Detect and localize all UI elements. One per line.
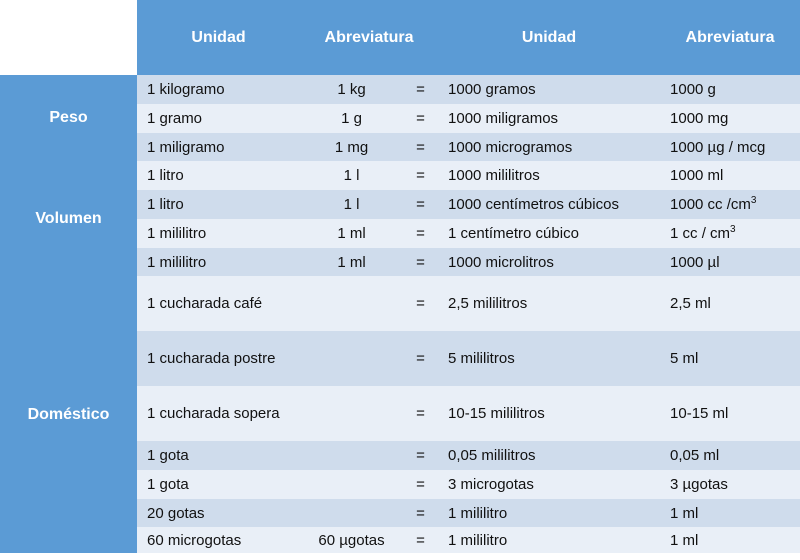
abbr-cell: 1 kg: [300, 75, 403, 104]
equiv-cell: 1000 microlitros: [438, 248, 660, 276]
equals-cell: =: [403, 190, 438, 219]
equiv-cell: 10-15 mililitros: [438, 386, 660, 441]
superscript-3: 3: [750, 195, 757, 206]
equiv-abbr-cell: [660, 219, 800, 248]
equals-cell: =: [403, 331, 438, 386]
unit-cell: 1 mililitro: [137, 219, 300, 248]
unit-cell: 1 cucharada café: [137, 276, 300, 331]
equals-cell: =: [403, 527, 438, 553]
table-row: [0, 161, 800, 190]
unit-cell: 1 cucharada postre: [137, 331, 300, 386]
abbr-cell: 1 ml: [300, 248, 403, 276]
abbr-cell: [300, 386, 403, 441]
table-row: [0, 276, 800, 331]
equiv-cell: 2,5 mililitros: [438, 276, 660, 331]
equals-cell: =: [403, 133, 438, 161]
table-row: [0, 75, 800, 104]
equiv-cell: 0,05 mililitros: [438, 441, 660, 470]
header-abreviatura-2: Abreviatura: [660, 0, 800, 75]
equals-cell: =: [403, 441, 438, 470]
abbr-cell: 1 g: [300, 104, 403, 133]
equiv-cell: 1 mililitro: [438, 499, 660, 527]
equiv-abbr-cell: 1000 µl: [660, 248, 800, 276]
equiv-cell: 1000 gramos: [438, 75, 660, 104]
unit-cell: 1 litro: [137, 161, 300, 190]
equiv-abbr-cell: 1 ml: [660, 499, 800, 527]
abbr-cell: [300, 499, 403, 527]
header-unidad-2: Unidad: [438, 0, 660, 75]
category-domestico: Doméstico: [0, 276, 137, 553]
superscript-3: 3: [730, 224, 736, 235]
equiv-abbr-cell: 1 ml: [660, 527, 800, 553]
abbr-cell: 60 µgotas: [300, 527, 403, 553]
equiv-abbr-cell: 1000 µg / mcg: [660, 133, 800, 161]
equals-cell: =: [403, 470, 438, 499]
abbr-cell: [300, 470, 403, 499]
equiv-abbr-cell: 10-15 ml: [660, 386, 800, 441]
unit-cell: 1 kilogramo: [137, 75, 300, 104]
unit-cell: 1 gramo: [137, 104, 300, 133]
equiv-abbr-cell: 3 µgotas: [660, 470, 800, 499]
header-corner: [0, 0, 137, 75]
abbr-cell: [300, 331, 403, 386]
equals-cell: =: [403, 161, 438, 190]
unit-cell: 1 miligramo: [137, 133, 300, 161]
equiv-abbr-text: 1000 cc /cm: [670, 196, 751, 213]
unit-cell: 1 cucharada sopera: [137, 386, 300, 441]
equiv-abbr-text: 1 cc / cm: [670, 225, 731, 242]
equals-cell: =: [403, 248, 438, 276]
category-peso: Peso: [0, 75, 137, 161]
equiv-abbr-cell: 1000 ml: [660, 161, 800, 190]
equiv-cell: 1000 mililitros: [438, 161, 660, 190]
unit-cell: 1 mililitro: [137, 248, 300, 276]
equiv-cell: 5 mililitros: [438, 331, 660, 386]
abbr-cell: 1 ml: [300, 219, 403, 248]
equals-cell: =: [403, 276, 438, 331]
unit-cell: 20 gotas: [137, 499, 300, 527]
equals-cell: =: [403, 219, 438, 248]
equiv-abbr-cell: 5 ml: [660, 331, 800, 386]
equals-cell: =: [403, 75, 438, 104]
abbr-cell: [300, 276, 403, 331]
equiv-cell: 1000 centímetros cúbicos: [438, 190, 660, 219]
abbr-cell: 1 l: [300, 190, 403, 219]
equals-cell: =: [403, 386, 438, 441]
header-row: [0, 0, 800, 75]
equals-cell: =: [403, 499, 438, 527]
equiv-cell: 1 centímetro cúbico: [438, 219, 660, 248]
equiv-abbr-cell: [660, 190, 800, 219]
equiv-cell: 1000 miligramos: [438, 104, 660, 133]
abbr-cell: 1 mg: [300, 133, 403, 161]
equiv-abbr-cell: 2,5 ml: [660, 276, 800, 331]
unit-cell: 1 litro: [137, 190, 300, 219]
header-abreviatura-1: Abreviatura: [300, 0, 438, 75]
equiv-abbr-cell: 1000 g: [660, 75, 800, 104]
category-volumen: Volumen: [0, 161, 137, 276]
unit-cell: 1 gota: [137, 441, 300, 470]
equals-cell: =: [403, 104, 438, 133]
equiv-cell: 3 microgotas: [438, 470, 660, 499]
equiv-abbr-cell: 0,05 ml: [660, 441, 800, 470]
equiv-abbr-cell: 1000 mg: [660, 104, 800, 133]
equiv-cell: 1000 microgramos: [438, 133, 660, 161]
unit-cell: 60 microgotas: [137, 527, 300, 553]
abbr-cell: 1 l: [300, 161, 403, 190]
abbr-cell: [300, 441, 403, 470]
unit-cell: 1 gota: [137, 470, 300, 499]
equiv-cell: 1 mililitro: [438, 527, 660, 553]
header-unidad-1: Unidad: [137, 0, 300, 75]
